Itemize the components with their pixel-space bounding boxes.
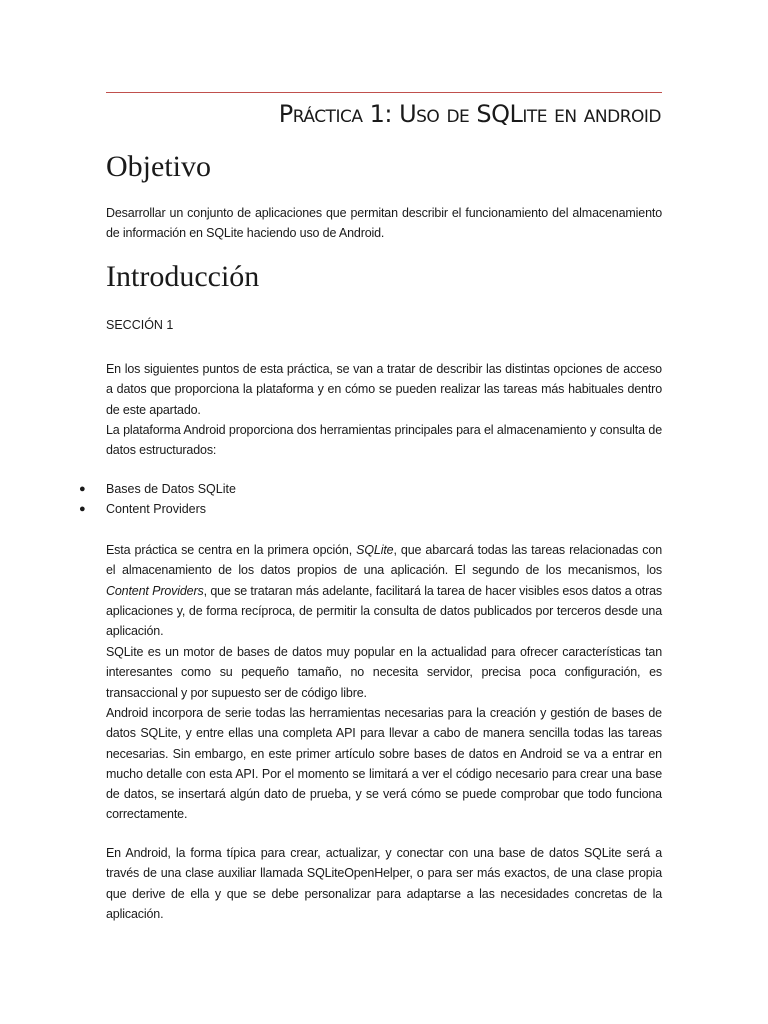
para3-text-a: Esta práctica se centra en la primera opción,	[106, 543, 357, 557]
para3-text-c: , que se trataran más adelante, facilitará la tarea de hacer visibles esos datos a otras aplicaciones y, de forma recíproca, de permitir la consulta de datos publicados por terceros desde una aplicación.	[106, 583, 663, 639]
intro-paragraph-4: SQLite es un motor de bases de datos muy popular en la actualidad para ofrecer características tan interesantes como su pequeño tamaño, no necesita servidor, precisa poca configuración, es transaccional y por supuesto ser de código libre.	[106, 645, 662, 700]
list-item-label: Bases de Datos SQLite	[106, 482, 236, 496]
para3-emphasis-sqlite: SQLite	[356, 543, 394, 557]
section-label: SECCIÓN 1	[106, 318, 174, 332]
para3-emphasis-content-providers: Content Providers	[106, 583, 204, 598]
bullet-icon: ●	[79, 483, 86, 495]
heading-objetivo: Objetivo	[106, 150, 211, 183]
list-item	[76, 479, 236, 499]
list-item-label: Content Providers	[106, 502, 207, 517]
intro-paragraph-3	[106, 540, 662, 641]
header-rule	[106, 92, 662, 93]
list-item	[76, 499, 236, 519]
para3-text-b: , que abarcará todas las tareas relacionadas con el almacenamiento de los datos propios de una aplicación. El segundo de los mecanismos, los	[106, 543, 663, 578]
bullet-list	[76, 479, 236, 520]
intro-paragraph-5: Android incorpora de serie todas las herramientas necesarias para la creación y gestión de bases de datos SQLite, y entre ellas una completa API para llevar a cabo de manera sencilla todas las tareas necesarias. Sin embargo, en este primer artículo sobre bases de datos en Android se va a entrar en mucho detalle con esta API. Por el momento se limitará a ver el código necesario para crear una base de datos, se insertará algún dato de prueba, y se verá cómo se puede comprobar que todo funciona correctamente.	[106, 706, 662, 822]
intro-paragraph-6: En Android, la forma típica para crear, actualizar, y conectar con una base de datos SQLite será a través de una clase auxiliar llamada SQLiteOpenHelper, o para ser más exactos, de una clase propia que derive de ella y que se debe personalizar para adaptarse a las necesidades concretas de la aplicación.	[106, 846, 662, 921]
bullet-icon: ●	[79, 503, 86, 516]
document-title: Práctica 1: Uso de SQLite en android	[278, 100, 661, 128]
heading-introduccion: Introducción	[106, 260, 260, 293]
intro-paragraph-1: En los siguientes puntos de esta práctica, se van a tratar de describir las distintas opciones de acceso a datos que proporciona la plataforma y en cómo se pueden realizar las tareas más habituales dentro de este apartado.	[106, 362, 662, 417]
intro-paragraph-2: La plataforma Android proporciona dos herramientas principales para el almacenamiento y consulta de datos estructurados:	[106, 423, 662, 458]
objetivo-paragraph: Desarrollar un conjunto de aplicaciones que permitan describir el funcionamiento del almacenamiento de información en SQLite haciendo uso de Android.	[106, 206, 662, 241]
